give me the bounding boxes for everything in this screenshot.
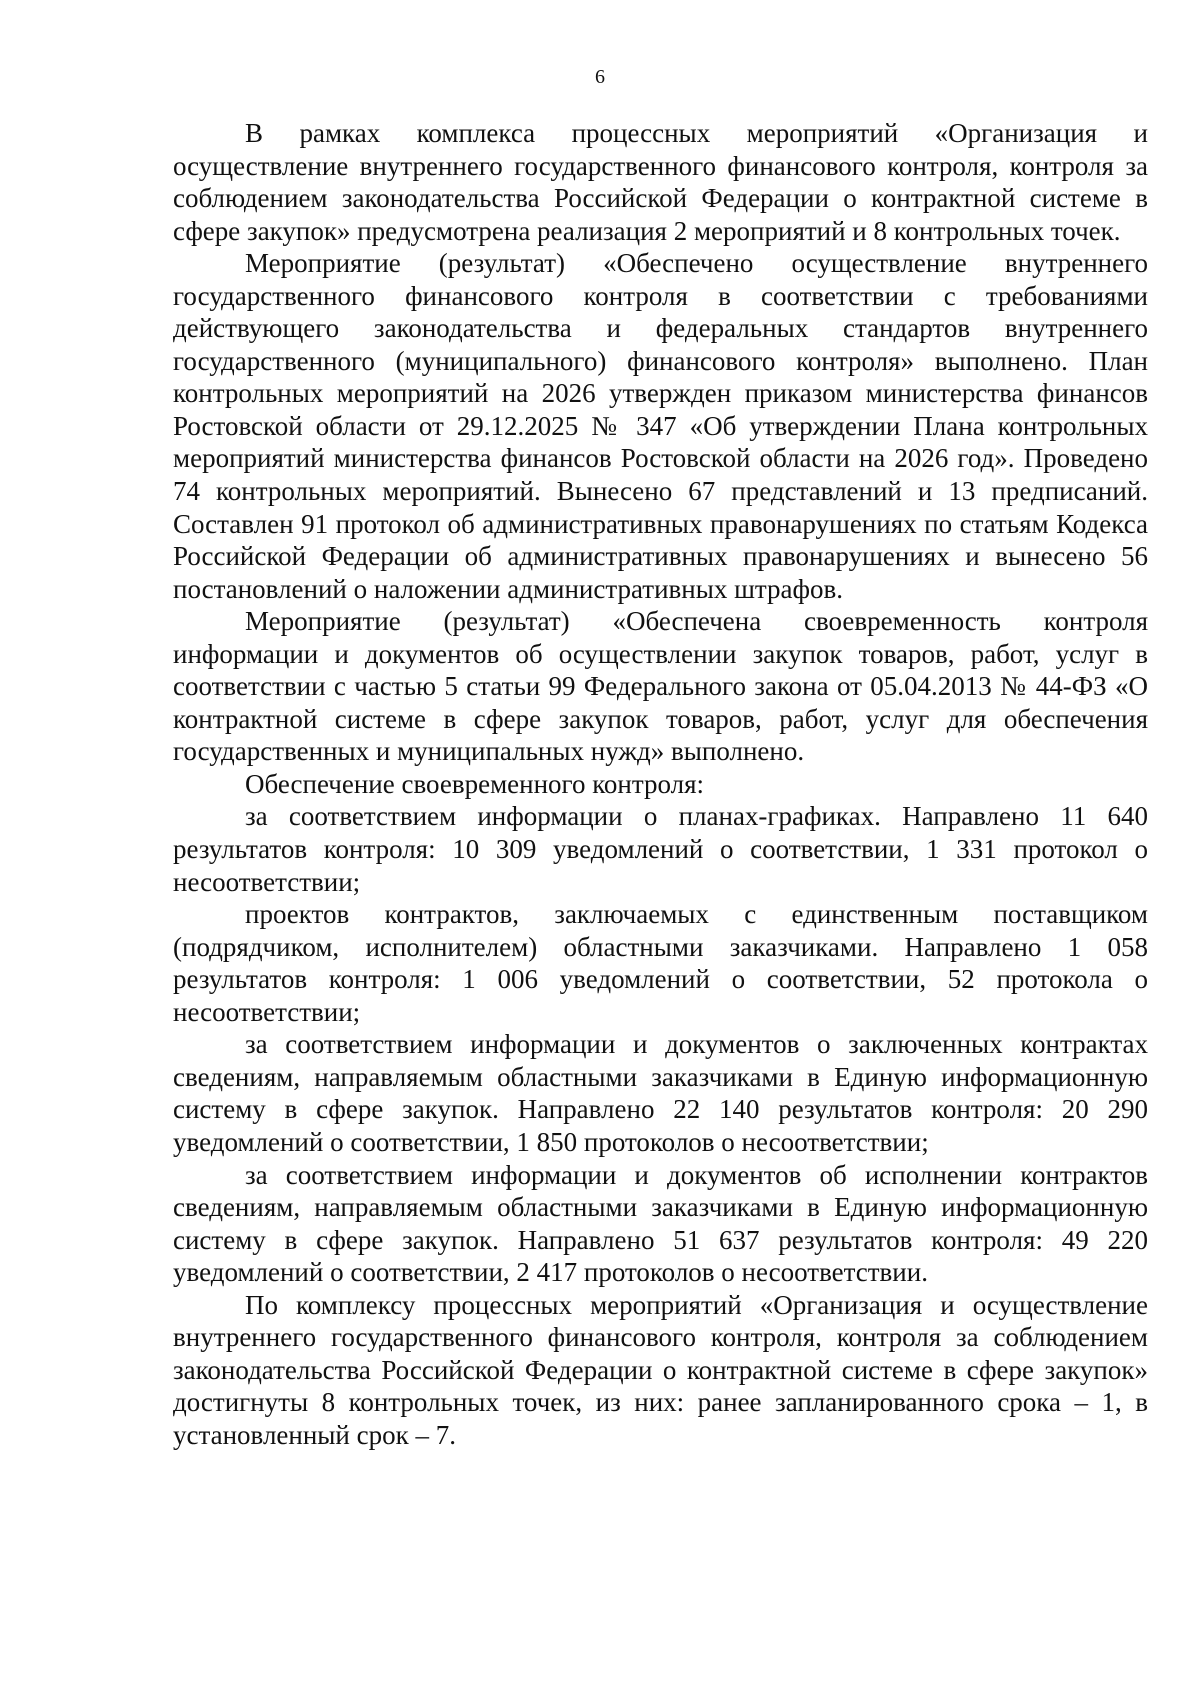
paragraph-intro: В рамках комплекса процессных мероприятий «Организация и осуществление внутреннего государственного финансового контроля, контроля за соблюдением законодательства Российской Федерации о контрактной системе в сфере закупок» предусмотрена реализация 2 мероприятий и 8 контрольных точек.: [173, 118, 1148, 246]
paragraph-procurement-control-result: Мероприятие (результат) «Обеспечена своевременность контроля информации и документов об осуществлении закупок товаров, работ, услуг в соответствии с частью 5 статьи 99 Федерального закона от 05.04.2013 № 44-ФЗ «О контрактной системе в сфере закупок товаров, работ, услуг для обеспечения государственных и муниципальных нужд» выполнено.: [173, 606, 1148, 767]
paragraph-timely-control-heading: Обеспечение своевременного контроля:: [245, 768, 705, 799]
paragraph-control-points-summary: По комплексу процессных мероприятий «Организация и осуществление внутреннего государственного финансового контроля, контроля за соблюдением законодательства Российской Федерации о контрактной системе в сфере закупок» достигнуты 8 контрольных точек, из них: ранее запланированного срока – 1, в установленный срок – 7.: [173, 1289, 1148, 1450]
page-number: 6: [595, 66, 605, 88]
document-body: [173, 117, 1148, 1451]
paragraph-concluded-contracts-control: за соответствием информации и документов о заключенных контрактах сведениям, направляемым областными заказчиками в Единую информационную систему в сфере закупок. Направлено 22 140 результатов контроля: 20 290 уведомлений о соответствии, 1 850 протоколов о несоответствии;: [173, 1029, 1148, 1157]
paragraph-schedule-plans-control: за соответствием информации о планах-графиках. Направлено 11 640 результатов контроля: 10 309 уведомлений о соответствии, 1 331 протокол о несоответствии;: [173, 801, 1148, 897]
paragraph-internal-control-result: Мероприятие (результат) «Обеспечено осуществление внутреннего государственного финансового контроля в соответствии с требованиями действующего законодательства и федеральных стандартов внутреннего государственного (муниципального) финансового контроля» выполнено. План контрольных мероприятий на 2026 утвержден приказом министерства финансов Ростовской области от 29.12.2025 № 347 «Об утверждении Плана контрольных мероприятий министерства финансов Ростовской области на 2026 год». Проведено 74 контрольных мероприятий. Вынесено 67 представлений и 13 предписаний. Составлен 91 протокол об административных правонарушениях по статьям Кодекса Российской Федерации об административных правонарушениях и вынесено 56 постановлений о наложении административных штрафов.: [173, 248, 1148, 604]
paragraph-contract-execution-control: за соответствием информации и документов об исполнении контрактов сведениям, направляемым областными заказчиками в Единую информационную систему в сфере закупок. Направлено 51 637 результатов контроля: 49 220 уведомлений о соответствии, 2 417 протоколов о несоответствии.: [173, 1159, 1148, 1288]
paragraph-single-supplier-contracts-control: проектов контрактов, заключаемых с единственным поставщиком (подрядчиком, исполнителем) областными заказчиками. Направлено 1 058 результатов контроля: 1 006 уведомлений о соответствии, 52 протокола о несоответствии;: [173, 899, 1148, 1027]
